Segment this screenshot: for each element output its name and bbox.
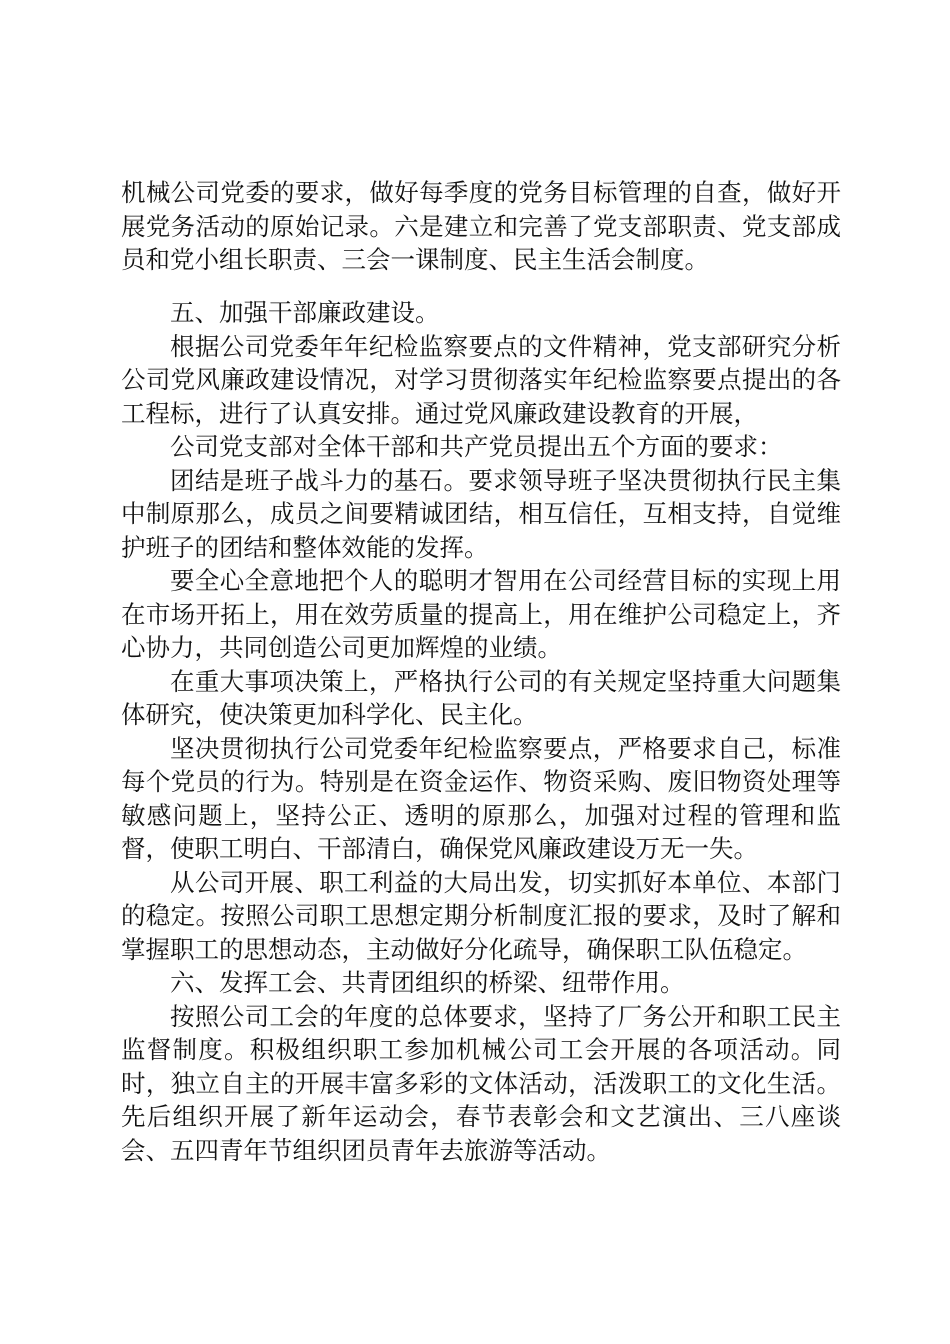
body-paragraph: 根据公司党委年年纪检监察要点的文件精神，党支部研究分析公司党风廉政建设情况，对学习贯彻落实年纪检监察要点提出的各工程标，进行了认真安排。通过党风廉政建设教育的开展， — [121, 331, 841, 428]
body-paragraph: 要全心全意地把个人的聪明才智用在公司经营目标的实现上用在市场开拓上，用在效劳质量的提高上，用在维护公司稳定上，齐心协力，共同创造公司更加辉煌的业绩。 — [121, 566, 841, 662]
body-paragraph: 按照公司工会的年度的总体要求，坚持了厂务公开和职工民主监督制度。积极组织职工参加机械公司工会开展的各项活动。同时，独立自主的开展丰富多彩的文体活动，活泼职工的文化生活。先后组织开展了新年运动会，春节表彰会和文艺演出、三八座谈会、五四青年节组织团员青年去旅游等活动。 — [121, 1001, 841, 1165]
body-paragraph: 公司党支部对全体干部和共产党员提出五个方面的要求： — [170, 432, 783, 461]
continuation-paragraph: 机械公司党委的要求，做好每季度的党务目标管理的自查，做好开展党务活动的原始记录。六是建立和完善了党支部职责、党支部成员和党小组长职责、三会一课制度、民主生活会制度。 — [121, 178, 841, 274]
main-text-block — [121, 296, 841, 1167]
body-paragraph: 在重大事项决策上，严格执行公司的有关规定坚持重大问题集体研究，使决策更加科学化、民主化。 — [121, 666, 841, 729]
body-paragraph: 从公司开展、职工利益的大局出发，切实抓好本单位、本部门的稳定。按照公司职工思想定期分析制度汇报的要求，及时了解和掌握职工的思想动态，主动做好分化疏导，确保职工队伍稳定。 — [121, 867, 841, 964]
section-six-heading: 六、发挥工会、共青团组织的桥梁、纽带作用。 — [170, 968, 685, 997]
body-paragraph: 坚决贯彻执行公司党委年纪检监察要点，严格要求自己，标准每个党员的行为。特别是在资金运作、物资采购、废旧物资处理等敏感问题上，坚持公正、透明的原那么，加强对过程的管理和监督，使职工明白、干部清白，确保党风廉政建设万无一失。 — [121, 733, 841, 863]
body-paragraph: 团结是班子战斗力的基石。要求领导班子坚决贯彻执行民主集中制原那么，成员之间要精诚团结，相互信任，互相支持，自觉维护班子的团结和整体效能的发挥。 — [121, 465, 841, 562]
section-five-heading: 五、加强干部廉政建设。 — [170, 298, 440, 327]
top-text-block — [121, 176, 841, 277]
